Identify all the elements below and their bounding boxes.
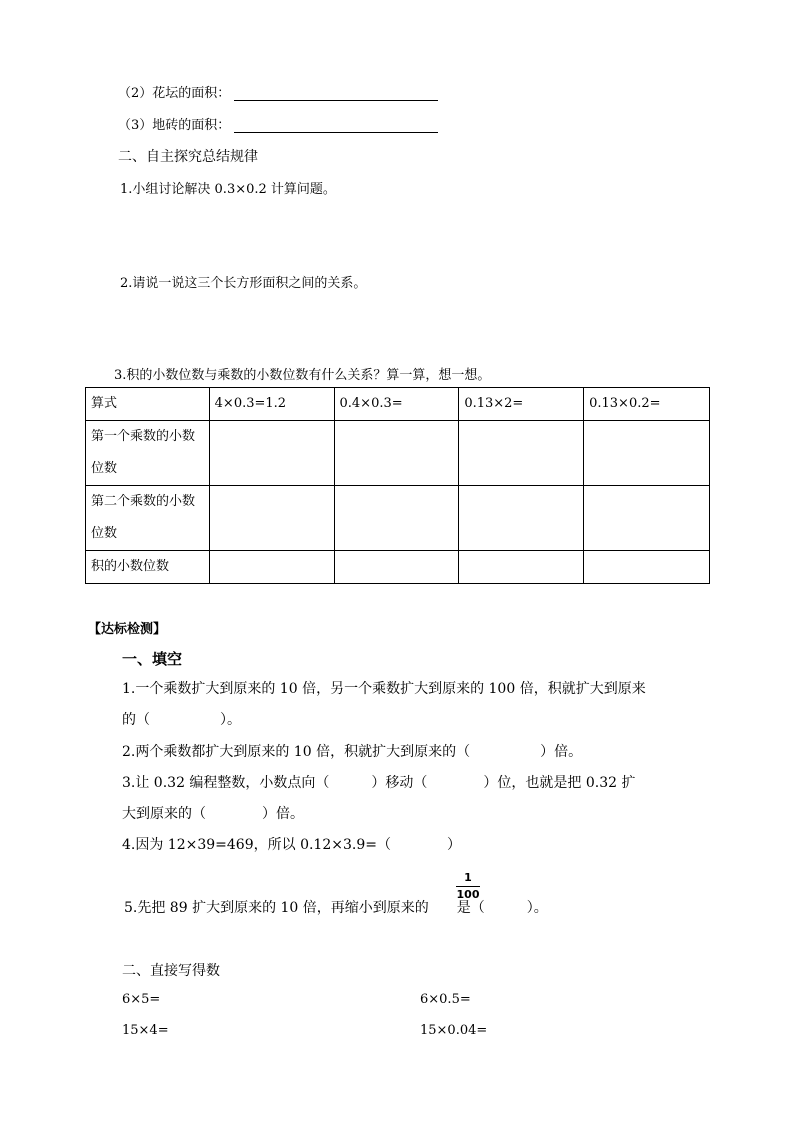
header-cell-expr-4: 0.13×0.2= — [584, 388, 710, 421]
flowerbed-area-line — [118, 82, 438, 101]
flowerbed-area-blank[interactable] — [234, 86, 438, 101]
explore-question-3: 3.积的小数位数与乘数的小数位数有什么关系？算一算，想一想。 — [114, 368, 491, 383]
fraction-numerator: 1 — [464, 871, 472, 884]
table-cell[interactable] — [209, 551, 334, 584]
header-cell-expr-2: 0.4×0.3= — [334, 388, 459, 421]
explore-question-1: 1.小组讨论解决 0.3×0.2 计算问题。 — [120, 182, 336, 197]
row-label-second-factor: 第二个乘数的小数位数 — [86, 486, 210, 551]
explore-heading: 二、自主探究总结规律 — [118, 149, 258, 165]
direct-calc-item: 15×4= — [122, 1023, 169, 1038]
fill-question-3-line-2: 大到原来的（ ）倍。 — [122, 806, 304, 822]
header-cell-formula: 算式 — [86, 388, 210, 421]
table-cell[interactable] — [584, 486, 710, 551]
table-cell[interactable] — [584, 551, 710, 584]
fill-question-4: 4.因为 12×39=469，所以 0.12×3.9=（ ） — [122, 837, 461, 853]
test-title: 【达标检测】 — [88, 622, 167, 637]
fill-question-5-after: 是（ ）。 — [456, 900, 548, 916]
table-cell[interactable] — [459, 486, 584, 551]
fill-question-3-line-1: 3.让 0.32 编程整数，小数点向（ ）移动（ ）位，也就是把 0.32 扩 — [122, 775, 636, 791]
header-cell-expr-3: 0.13×2= — [459, 388, 584, 421]
table-row — [86, 421, 710, 486]
tile-area-label: （3）地砖的面积： — [118, 118, 231, 133]
fraction-one-hundredth — [454, 870, 482, 901]
fraction-denominator: 100 — [456, 888, 480, 901]
fraction-bar — [456, 886, 480, 887]
table-cell[interactable] — [334, 421, 459, 486]
direct-calc-heading: 二、直接写得数 — [122, 963, 220, 979]
direct-calc-item: 15×0.04= — [420, 1023, 488, 1038]
fill-question-1-line-2: 的（ ）。 — [122, 712, 241, 728]
tile-area-blank[interactable] — [234, 118, 438, 133]
table-cell[interactable] — [334, 486, 459, 551]
tile-area-line — [118, 114, 438, 133]
fill-question-1-line-1: 1.一个乘数扩大到原来的 10 倍，另一个乘数扩大到原来的 100 倍，积就扩大到原来 — [122, 681, 646, 697]
fill-blank-heading: 一、填空 — [122, 650, 183, 668]
decimal-places-table — [85, 387, 710, 584]
table-cell[interactable] — [209, 421, 334, 486]
direct-calc-item: 6×5= — [122, 992, 161, 1007]
table-cell[interactable] — [459, 551, 584, 584]
row-label-first-factor: 第一个乘数的小数位数 — [86, 421, 210, 486]
flowerbed-area-label: （2）花坛的面积： — [118, 86, 231, 101]
row-label-product: 积的小数位数 — [86, 551, 210, 584]
table-row — [86, 551, 710, 584]
explore-question-2: 2.请说一说这三个长方形面积之间的关系。 — [120, 276, 367, 291]
table-cell[interactable] — [584, 421, 710, 486]
table-cell[interactable] — [209, 486, 334, 551]
table-cell[interactable] — [459, 421, 584, 486]
header-cell-expr-1: 4×0.3=1.2 — [209, 388, 334, 421]
fill-question-5 — [124, 897, 548, 917]
direct-calc-item: 6×0.5= — [420, 992, 471, 1007]
table-cell[interactable] — [334, 551, 459, 584]
fill-question-5-before: 5.先把 89 扩大到原来的 10 倍，再缩小到原来的 — [124, 900, 429, 916]
table-header-row — [86, 388, 710, 421]
table-row — [86, 486, 710, 551]
fill-question-2: 2.两个乘数都扩大到原来的 10 倍，积就扩大到原来的（ ）倍。 — [122, 744, 583, 760]
